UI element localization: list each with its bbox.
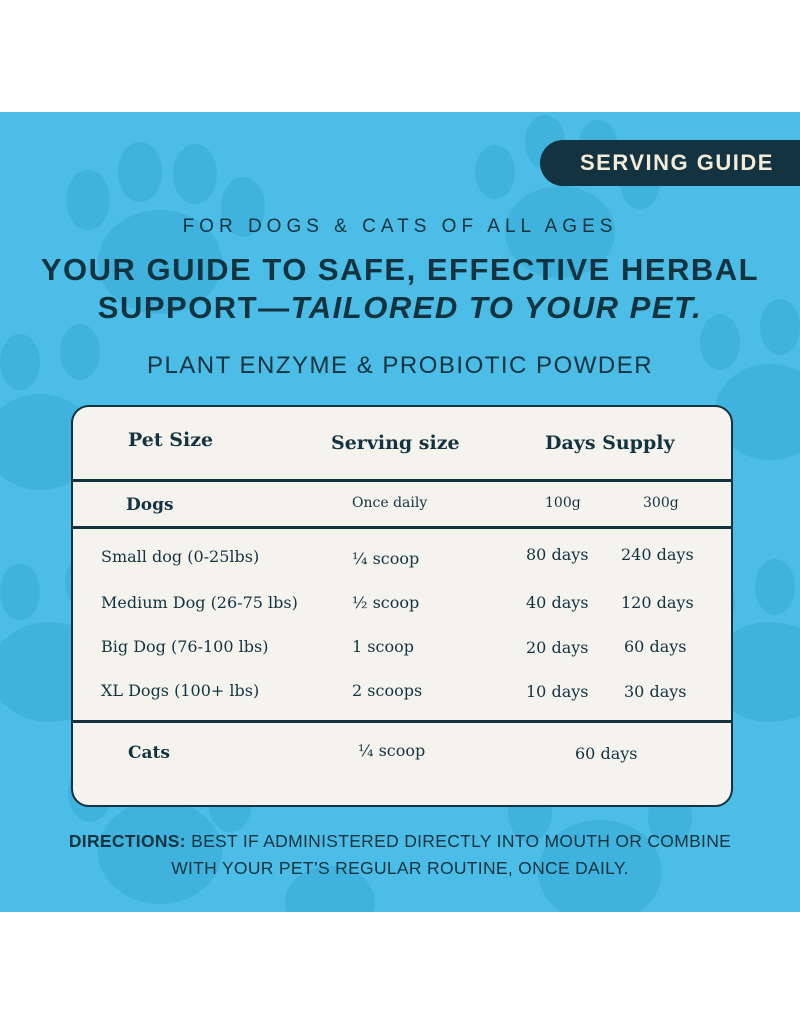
days-100g-cell: 10 days <box>526 682 589 701</box>
headline-line-1: YOUR GUIDE TO SAFE, EFFECTIVE HERBAL <box>40 252 760 287</box>
directions <box>0 828 800 882</box>
product-name: PLANT ENZYME & PROBIOTIC POWDER <box>146 352 654 379</box>
directions-text-2: WITH YOUR PET’S REGULAR ROUTINE, ONCE DAILY. <box>171 858 629 878</box>
pet-size-cell: XL Dogs (100+ lbs) <box>101 681 260 700</box>
headline-plain: SUPPORT— <box>97 290 291 325</box>
serving-cell: ½ scoop <box>352 593 420 612</box>
serving-cell: ¼ scoop <box>352 549 420 568</box>
headline-emphasis: TAILORED TO YOUR PET. <box>290 290 703 325</box>
divider <box>71 526 733 529</box>
header-serving-size: Serving size <box>331 432 460 454</box>
pet-size-cell: Big Dog (76-100 lbs) <box>101 637 269 656</box>
header-days-supply: Days Supply <box>545 432 675 454</box>
days-100g-cell: 40 days <box>526 593 589 612</box>
serving-guide-label: SERVING GUIDE <box>580 150 774 175</box>
days-300g-cell: 30 days <box>624 682 687 701</box>
days-300g-cell: 60 days <box>624 637 687 656</box>
serving-guide-panel <box>0 112 800 912</box>
header-pet-size: Pet Size <box>128 429 214 451</box>
directions-text-1: BEST IF ADMINISTERED DIRECTLY INTO MOUTH OR COMBINE <box>191 831 732 851</box>
section-cats: Cats <box>128 743 170 763</box>
section-dogs: Dogs <box>126 495 174 515</box>
days-300g-cell: 120 days <box>621 593 694 612</box>
cats-days: 60 days <box>575 744 638 763</box>
directions-label: DIRECTIONS: <box>68 831 186 851</box>
serving-guide-tag <box>540 140 800 186</box>
days-100g-cell: 20 days <box>526 638 589 657</box>
divider <box>71 479 733 482</box>
dogs-frequency: Once daily <box>352 495 428 511</box>
size-300g: 300g <box>643 495 679 511</box>
days-100g-cell: 80 days <box>526 545 589 564</box>
divider <box>71 720 733 723</box>
serving-cell: 2 scoops <box>352 681 423 700</box>
cats-serving: ¼ scoop <box>358 741 426 760</box>
pet-size-cell: Medium Dog (26-75 lbs) <box>101 593 298 612</box>
directions-line-1 <box>0 828 800 855</box>
headline-line-2 <box>0 290 800 326</box>
serving-table <box>71 405 733 807</box>
pet-size-cell: Small dog (0-25lbs) <box>101 547 260 566</box>
size-100g: 100g <box>545 495 581 511</box>
serving-cell: 1 scoop <box>352 637 414 656</box>
subtitle: FOR DOGS & CATS OF ALL AGES <box>182 216 618 237</box>
days-300g-cell: 240 days <box>621 545 694 564</box>
